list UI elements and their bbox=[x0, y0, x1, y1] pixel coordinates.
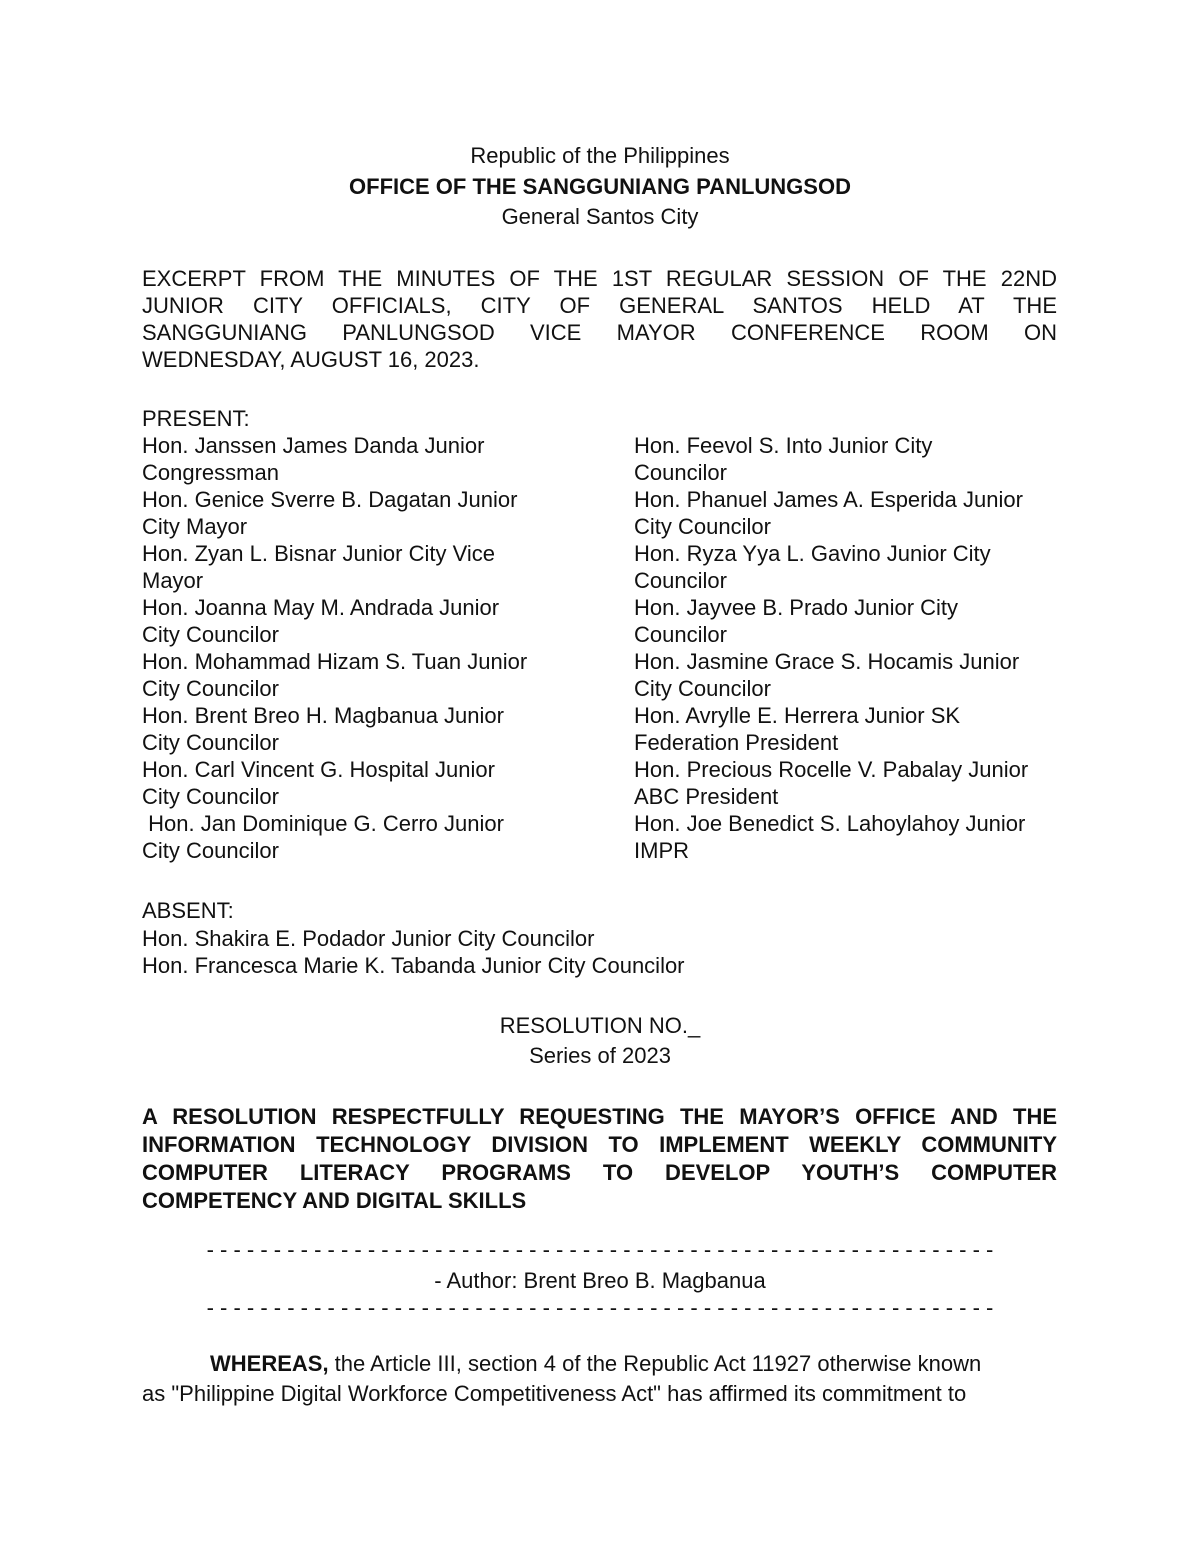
resolution-series: Series of 2023 bbox=[529, 1043, 671, 1068]
present-member-line: Hon. Feevol S. Into Junior City bbox=[634, 433, 933, 458]
present-member-line: Federation President bbox=[634, 730, 839, 755]
present-member-line: City Councilor bbox=[142, 838, 279, 863]
excerpt-line: EXCERPT FROM THE MINUTES OF THE 1ST REGULAR SESSION OF THE 22ND bbox=[142, 266, 1057, 291]
present-member-line: Hon. Avrylle E. Herrera Junior SK bbox=[634, 703, 961, 728]
present-member-line: Councilor bbox=[634, 568, 727, 593]
present-member-line: Councilor bbox=[634, 460, 727, 485]
present-member-line: Hon. Jasmine Grace S. Hocamis Junior bbox=[634, 649, 1020, 674]
excerpt-line: SANGGUNIANG PANLUNGSOD VICE MAYOR CONFERENCE ROOM ON bbox=[142, 320, 1057, 345]
resolution-title-line: INFORMATION TECHNOLOGY DIVISION TO IMPLEMENT WEEKLY COMMUNITY bbox=[142, 1132, 1057, 1157]
present-left-column bbox=[142, 432, 602, 864]
present-member-line: ABC President bbox=[634, 784, 779, 809]
excerpt-line: WEDNESDAY, AUGUST 16, 2023. bbox=[142, 347, 480, 372]
resolution-title-line: COMPUTER LITERACY PROGRAMS TO DEVELOP YOUTH’S COMPUTER bbox=[142, 1160, 1057, 1185]
author-line: - Author: Brent Breo B. Magbanua bbox=[434, 1268, 766, 1293]
present-member-line: Hon. Ryza Yya L. Gavino Junior City bbox=[634, 541, 991, 566]
present-member-line: Hon. Carl Vincent G. Hospital Junior bbox=[142, 757, 495, 782]
present-member-line: Hon. Genice Sverre B. Dagatan Junior bbox=[142, 487, 518, 512]
whereas-text: the Article III, section 4 of the Republic Act 11927 otherwise known bbox=[328, 1351, 982, 1376]
whereas-line-1 bbox=[210, 1350, 981, 1377]
republic-line: Republic of the Philippines bbox=[470, 143, 730, 168]
excerpt-line: JUNIOR CITY OFFICIALS, CITY OF GENERAL SANTOS HELD AT THE bbox=[142, 293, 1057, 318]
present-member-line: Hon. Precious Rocelle V. Pabalay Junior bbox=[634, 757, 1029, 782]
present-member-line: City Councilor bbox=[142, 622, 279, 647]
excerpt-paragraph bbox=[142, 265, 1057, 373]
present-member-line: Hon. Janssen James Danda Junior bbox=[142, 433, 485, 458]
office-title: OFFICE OF THE SANGGUNIANG PANLUNGSOD bbox=[349, 174, 851, 199]
present-member-line: City Councilor bbox=[142, 730, 279, 755]
present-member-line: Hon. Jayvee B. Prado Junior City bbox=[634, 595, 959, 620]
present-member-line: Hon. Zyan L. Bisnar Junior City Vice bbox=[142, 541, 495, 566]
present-right-column bbox=[634, 432, 1074, 864]
resolution-title-line: COMPETENCY AND DIGITAL SKILLS bbox=[142, 1188, 527, 1213]
city-line: General Santos City bbox=[501, 204, 699, 229]
present-member-line: City Councilor bbox=[142, 676, 279, 701]
dash-divider-bottom: - - - - - - - - - - - - - - - - - - - - - - - - - - - - - - - - - - - - - - - - - - - - - - - - - - - - - - - - - - - bbox=[206, 1295, 994, 1320]
absent-member-line: Hon. Shakira E. Podador Junior City Councilor bbox=[142, 926, 595, 951]
present-member-line: IMPR bbox=[634, 838, 689, 863]
whereas-line-2: as "Philippine Digital Workforce Competitiveness Act" has affirmed its commitment to bbox=[142, 1381, 967, 1406]
present-member-line: Hon. Brent Breo H. Magbanua Junior bbox=[142, 703, 504, 728]
present-member-line: Congressman bbox=[142, 460, 279, 485]
present-member-line: City Councilor bbox=[634, 676, 771, 701]
resolution-title bbox=[142, 1103, 1057, 1215]
present-label: PRESENT: bbox=[142, 406, 250, 431]
dash-divider-top: - - - - - - - - - - - - - - - - - - - - - - - - - - - - - - - - - - - - - - - - - - - - - - - - - - - - - - - - - - - bbox=[206, 1237, 994, 1262]
present-member-line: Hon. Mohammad Hizam S. Tuan Junior bbox=[142, 649, 528, 674]
resolution-title-line: A RESOLUTION RESPECTFULLY REQUESTING THE MAYOR’S OFFICE AND THE bbox=[142, 1104, 1057, 1129]
present-member-line: Hon. Joe Benedict S. Lahoylahoy Junior bbox=[634, 811, 1026, 836]
present-member-line: Hon. Joanna May M. Andrada Junior bbox=[142, 595, 500, 620]
whereas-keyword: WHEREAS, bbox=[210, 1351, 329, 1376]
absent-label: ABSENT: bbox=[142, 898, 234, 923]
present-member-line: City Mayor bbox=[142, 514, 248, 539]
present-member-line: Hon. Jan Dominique G. Cerro Junior bbox=[142, 811, 504, 836]
present-member-line: City Councilor bbox=[634, 514, 771, 539]
present-member-line: Hon. Phanuel James A. Esperida Junior bbox=[634, 487, 1023, 512]
absent-member-line: Hon. Francesca Marie K. Tabanda Junior City Councilor bbox=[142, 953, 685, 978]
resolution-number: RESOLUTION NO._ bbox=[499, 1013, 701, 1038]
present-member-line: Mayor bbox=[142, 568, 204, 593]
present-member-line: City Councilor bbox=[142, 784, 279, 809]
present-member-line: Councilor bbox=[634, 622, 727, 647]
